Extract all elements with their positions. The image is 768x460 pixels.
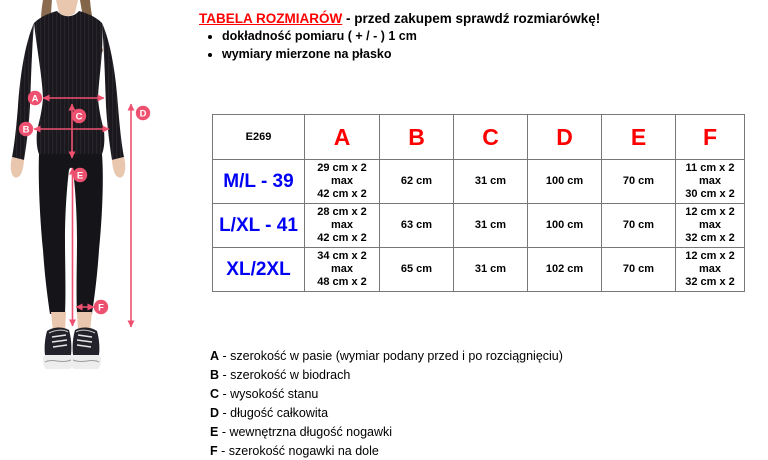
cell-f: 11 cm x 2 max 30 cm x 2: [676, 160, 745, 204]
cell-c: 31 cm: [454, 248, 528, 292]
measure-marker-e-label: E: [76, 170, 84, 182]
model-photo: [0, 0, 190, 460]
model-figure: [0, 0, 190, 460]
cell-d: 100 cm: [528, 204, 602, 248]
cell-e: 70 cm: [602, 248, 676, 292]
column-header-d: D: [528, 115, 602, 160]
cell-c: 31 cm: [454, 160, 528, 204]
cell-f: 12 cm x 2 max 32 cm x 2: [676, 204, 745, 248]
model-sweater: [31, 11, 104, 154]
cell-b: 63 cm: [380, 204, 454, 248]
column-header-a: A: [305, 115, 380, 160]
size-label: L/XL - 41: [213, 204, 305, 248]
size-table: [212, 114, 745, 292]
bullet-accuracy: • dokładność pomiaru ( + / - ) 1 cm: [222, 27, 417, 45]
legend-item-c: C - wysokość stanu: [210, 387, 319, 401]
column-header-c: C: [454, 115, 528, 160]
size-label: M/L - 39: [213, 160, 305, 204]
legend-item-e: E - wewnętrzna długość nogawki: [210, 425, 393, 439]
info-bullets: [199, 27, 417, 63]
table-row: [213, 160, 745, 204]
cell-b: 62 cm: [380, 160, 454, 204]
cell-b: 65 cm: [380, 248, 454, 292]
legend-item-f: F - szerokość nogawki na dole: [210, 444, 379, 458]
column-header-b: B: [380, 115, 454, 160]
model-code-cell: E269: [213, 115, 305, 160]
cell-c: 31 cm: [454, 204, 528, 248]
cell-e: 70 cm: [602, 160, 676, 204]
page-title: [199, 11, 600, 26]
cell-a: 29 cm x 2 max 42 cm x 2: [305, 160, 380, 204]
table-row: [213, 248, 745, 292]
legend-item-a: A - szerokość w pasie (wymiar podany przed i po rozciągnięciu): [210, 349, 563, 363]
column-header-e: E: [602, 115, 676, 160]
cell-d: 100 cm: [528, 160, 602, 204]
size-label: XL/2XL: [213, 248, 305, 292]
measure-marker-c-label: C: [75, 111, 83, 123]
bullet-flat-measure: • wymiary mierzone na płasko: [222, 45, 417, 63]
measure-marker-b-label: B: [22, 124, 30, 136]
column-header-f: F: [676, 115, 745, 160]
legend-item-d: D - długość całkowita: [210, 406, 329, 420]
title-highlight: TABELA ROZMIARÓW: [199, 11, 343, 26]
table-row: [213, 204, 745, 248]
measurement-legend: [210, 347, 563, 460]
table-header-row: [213, 115, 745, 160]
cell-f: 12 cm x 2 max 32 cm x 2: [676, 248, 745, 292]
measure-marker-d-label: D: [139, 108, 147, 120]
legend-item-b: B - szerokość w biodrach: [210, 368, 351, 382]
cell-e: 70 cm: [602, 204, 676, 248]
cell-d: 102 cm: [528, 248, 602, 292]
cell-a: 34 cm x 2 max 48 cm x 2: [305, 248, 380, 292]
measure-marker-a-label: A: [31, 93, 39, 105]
measure-marker-f-label: F: [98, 302, 104, 314]
title-suffix: - przed zakupem sprawdź rozmiarówkę!: [342, 11, 601, 26]
cell-a: 28 cm x 2 max 42 cm x 2: [305, 204, 380, 248]
